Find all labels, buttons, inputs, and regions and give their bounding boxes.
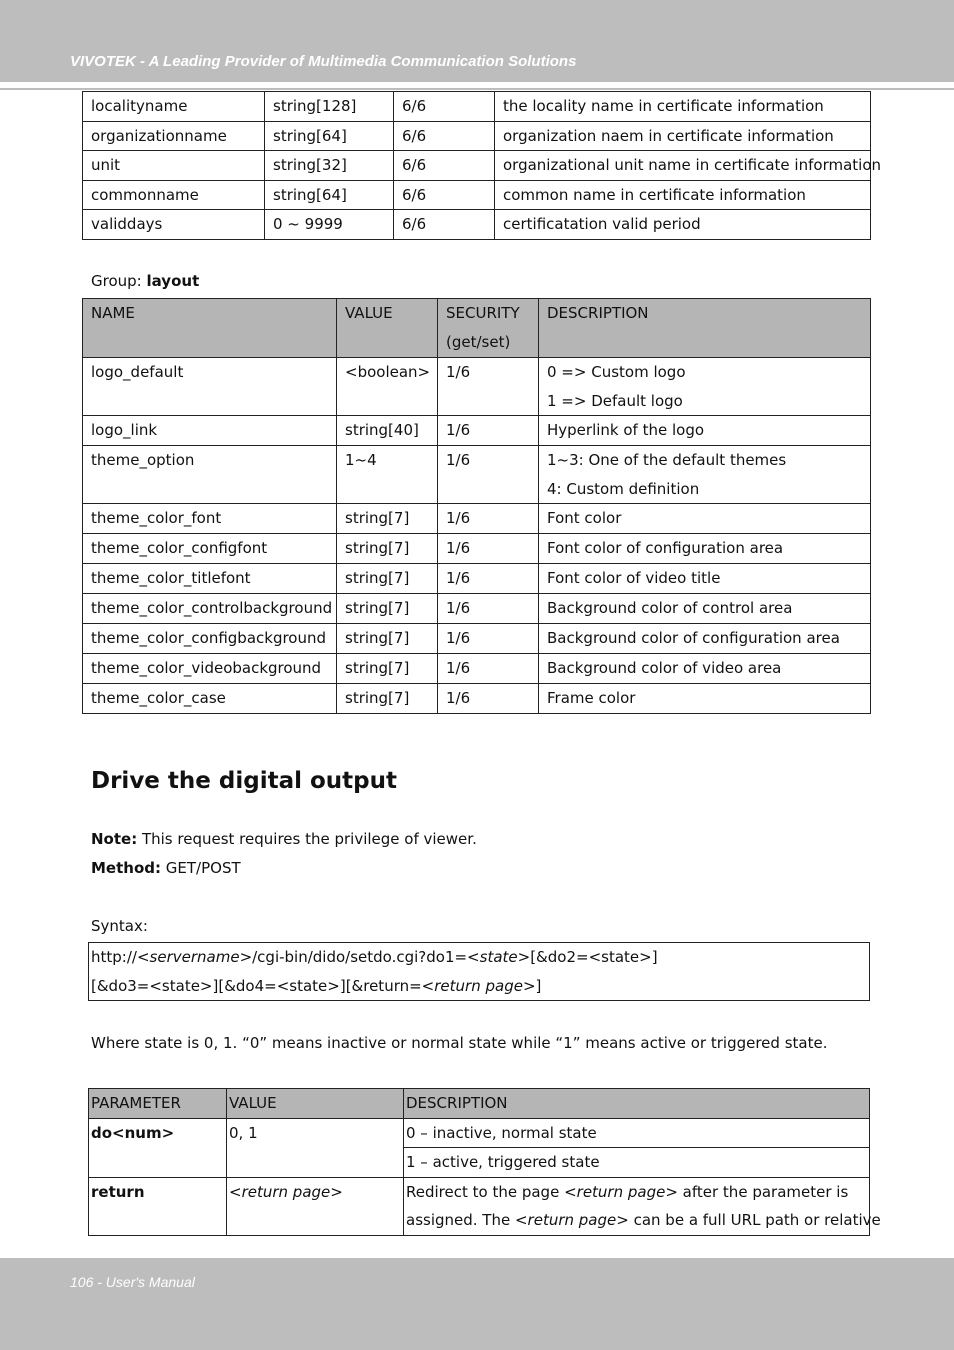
group-label-name: layout (146, 272, 200, 290)
cell-value: string[7] (337, 654, 438, 684)
header-value: VALUE (337, 299, 438, 358)
cell-value: string[7] (337, 504, 438, 534)
table-row (83, 446, 871, 504)
table-cell: unit (83, 151, 265, 181)
description-line: Font color of configuration area (547, 539, 784, 557)
footer-page-label: 106 - User's Manual (70, 1274, 195, 1290)
description-line: Background color of video area (547, 659, 782, 677)
cell-name: theme_color_font (83, 504, 337, 534)
desc-part: <return page> (514, 1211, 629, 1229)
cell-value: string[7] (337, 534, 438, 564)
description-line: Frame color (547, 689, 636, 707)
table-row (83, 564, 871, 594)
table-cell: 6/6 (394, 210, 495, 240)
syntax-part: return page (434, 977, 523, 995)
cell-name: theme_color_controlbackground (83, 594, 337, 624)
cell-description (539, 416, 871, 446)
parameter-table (88, 1088, 881, 1236)
group-label (91, 272, 199, 290)
section-title: Drive the digital output (91, 768, 397, 794)
syntax-part: state (479, 948, 518, 966)
cell-description (539, 684, 871, 714)
table-row (83, 210, 871, 240)
cell-name: theme_color_videobackground (83, 654, 337, 684)
value-do: 0, 1 (227, 1118, 404, 1177)
table-cell: 6/6 (394, 151, 495, 181)
table-row (83, 358, 871, 416)
syntax-part: [&do3=<state>][&do4=<state>][&return=< (91, 977, 435, 995)
table-row (83, 504, 871, 534)
param-return: return (89, 1177, 227, 1235)
syntax-line-2 (91, 972, 541, 1000)
table-cell: organizationname (83, 121, 265, 151)
group-label-prefix: Group: (91, 272, 147, 290)
cell-value: string[7] (337, 624, 438, 654)
table-row (83, 654, 871, 684)
table-cell: string[64] (265, 180, 394, 210)
table-cell: commonname (83, 180, 265, 210)
header-security-line1: SECURITY (446, 304, 520, 322)
header-description: DESCRIPTION (539, 299, 871, 358)
table-cell: certificatation valid period (495, 210, 871, 240)
cell-name: logo_default (83, 358, 337, 416)
cell-description (539, 624, 871, 654)
cell-security: 1/6 (438, 624, 539, 654)
table-row (83, 684, 871, 714)
method-text: GET/POST (161, 859, 241, 877)
header-divider (0, 88, 954, 90)
header-security-line2: (get/set) (446, 333, 511, 351)
cell-description (539, 504, 871, 534)
desc-part: can be a full URL path or relative (628, 1211, 881, 1229)
syntax-part: >/cgi-bin/dido/setdo.cgi?do1=< (239, 948, 480, 966)
table-cell: organizational unit name in certificate information (495, 151, 871, 181)
cell-value: string[7] (337, 594, 438, 624)
cell-name: theme_color_case (83, 684, 337, 714)
cell-description (539, 446, 871, 504)
cell-security: 1/6 (438, 654, 539, 684)
syntax-part: http://< (91, 948, 150, 966)
cell-security: 1/6 (438, 358, 539, 416)
syntax-part: >[&do2=<state>] (517, 948, 658, 966)
table-cell: string[64] (265, 121, 394, 151)
cell-security: 1/6 (438, 594, 539, 624)
where-text: Where state is 0, 1. “0” means inactive or normal state while “1” means active or triggered state. (91, 1034, 828, 1052)
description-line: Background color of control area (547, 599, 793, 617)
table-row (83, 151, 871, 181)
certificate-table (82, 91, 882, 240)
note-line (91, 830, 477, 848)
table-cell: common name in certificate information (495, 180, 871, 210)
table-cell: organization naem in certificate information (495, 121, 871, 151)
cell-value: <boolean> (337, 358, 438, 416)
cell-name: theme_option (83, 446, 337, 504)
description-line: Hyperlink of the logo (547, 421, 705, 439)
header-value: VALUE (227, 1089, 404, 1119)
cell-value: 1~4 (337, 446, 438, 504)
table-cell: validdays (83, 210, 265, 240)
table-cell: 6/6 (394, 92, 495, 122)
desc-do-1: 0 – inactive, normal state (404, 1118, 870, 1148)
cell-security: 1/6 (438, 504, 539, 534)
table-row (83, 92, 871, 122)
desc-part: after the parameter is (677, 1182, 849, 1201)
table-cell: 6/6 (394, 180, 495, 210)
syntax-part: servername (149, 948, 240, 966)
cell-name: theme_color_configbackground (83, 624, 337, 654)
header-description: DESCRIPTION (404, 1089, 870, 1119)
cell-value: string[40] (337, 416, 438, 446)
layout-group-table (82, 298, 871, 714)
description-line: 0 => Custom logo (547, 363, 686, 381)
description-line: 1~3: One of the default themes (547, 451, 787, 469)
desc-part: <return page> (564, 1182, 678, 1201)
header-security (438, 299, 539, 358)
description-line: Background color of configuration area (547, 629, 840, 647)
param-do: do<num> (89, 1118, 227, 1177)
cell-security: 1/6 (438, 416, 539, 446)
table-row (83, 534, 871, 564)
cell-security: 1/6 (438, 446, 539, 504)
cell-value: string[7] (337, 684, 438, 714)
table-row (83, 121, 871, 151)
description-line: 1 => Default logo (547, 391, 683, 410)
cell-description (539, 534, 871, 564)
cell-security: 1/6 (438, 684, 539, 714)
cell-description (539, 594, 871, 624)
note-text: This request requires the privilege of viewer. (137, 830, 477, 848)
cell-security: 1/6 (438, 564, 539, 594)
page-footer (0, 1258, 954, 1350)
table-cell: the locality name in certificate information (495, 92, 871, 122)
description-line: 4: Custom definition (547, 479, 700, 498)
syntax-label: Syntax: (91, 917, 148, 935)
table-cell: 6/6 (394, 121, 495, 151)
syntax-line-1 (91, 943, 658, 971)
table-row (83, 416, 871, 446)
desc-return (404, 1177, 881, 1235)
header-title: VIVOTEK - A Leading Provider of Multimedia Communication Solutions (70, 53, 577, 70)
desc-part: Redirect to the page (406, 1182, 565, 1201)
syntax-box (88, 942, 870, 1001)
description-line: Font color (547, 509, 622, 527)
note-label: Note: (91, 830, 138, 848)
cell-description (539, 358, 871, 416)
cell-description (539, 654, 871, 684)
cell-description (539, 564, 871, 594)
desc-part: assigned. The (406, 1211, 515, 1229)
header-name: NAME (83, 299, 337, 358)
method-label: Method: (91, 859, 161, 877)
value-return: <return page> (227, 1177, 404, 1235)
table-cell: 0 ~ 9999 (265, 210, 394, 240)
description-line: Font color of video title (547, 569, 721, 587)
table-row (83, 594, 871, 624)
cell-value: string[7] (337, 564, 438, 594)
table-cell: string[128] (265, 92, 394, 122)
cell-security: 1/6 (438, 534, 539, 564)
method-line (91, 859, 241, 877)
table-cell: localityname (83, 92, 265, 122)
table-row (83, 624, 871, 654)
desc-do-2: 1 – active, triggered state (404, 1148, 870, 1178)
cell-name: theme_color_titlefont (83, 564, 337, 594)
cell-name: logo_link (83, 416, 337, 446)
table-cell: string[32] (265, 151, 394, 181)
syntax-part: >] (522, 977, 542, 995)
table-row (83, 180, 871, 210)
header-parameter: PARAMETER (89, 1089, 227, 1119)
page-header (0, 0, 954, 82)
cell-name: theme_color_configfont (83, 534, 337, 564)
